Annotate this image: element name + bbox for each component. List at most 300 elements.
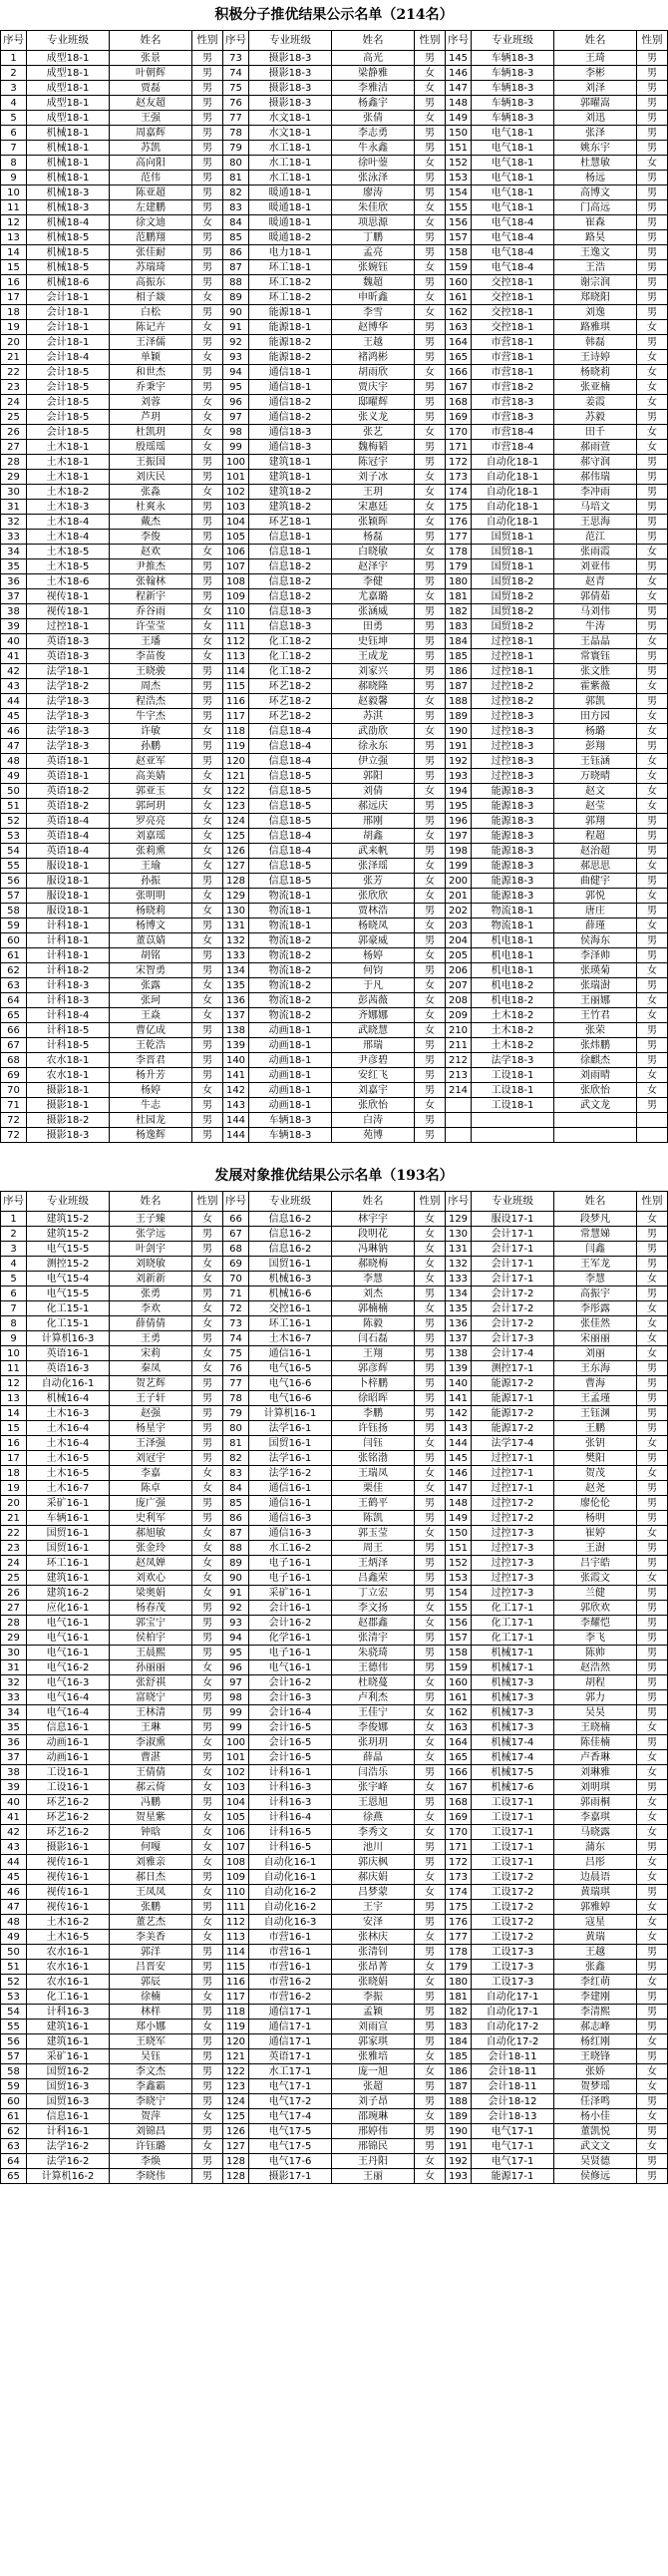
cell-name: 朱骁琦: [332, 1646, 415, 1660]
table-row: [1, 335, 668, 350]
table-row: [1, 260, 668, 275]
cell-gender: 女: [415, 500, 446, 515]
cell-gender: 男: [192, 1750, 223, 1765]
cell-gender: 女: [415, 1810, 446, 1825]
table-row: [1, 1810, 668, 1825]
table-row: [1, 814, 668, 829]
cell-index: 125: [223, 829, 249, 844]
cell-index: 211: [446, 1038, 472, 1053]
cell-name: 李嘉: [110, 1466, 192, 1481]
cell-index: 177: [446, 530, 472, 545]
table-row: [1, 1301, 668, 1316]
cell-gender: 女: [637, 380, 668, 395]
cell-index: 6: [1, 1287, 27, 1301]
cell-gender: 女: [192, 604, 223, 619]
cell-name: [554, 1113, 637, 1128]
cell-gender: 男: [637, 410, 668, 425]
cell-name: 武劭欣: [332, 724, 415, 739]
cell-index: 5: [1, 111, 27, 126]
cell-gender: 女: [192, 215, 223, 230]
cell-gender: 女: [192, 395, 223, 410]
cell-name: 武来帆: [332, 844, 415, 859]
cell-gender: 女: [192, 1930, 223, 1945]
cell-gender: 女: [415, 919, 446, 933]
cell-gender: 女: [415, 425, 446, 440]
cell-gender: 女: [637, 724, 668, 739]
cell-class: 过控17-3: [472, 1586, 554, 1601]
cell-index: 34: [1, 1705, 27, 1720]
cell-class: 土木18-2: [472, 1038, 554, 1053]
cell-class: 电气17-4: [249, 2109, 332, 2124]
cell-index: 199: [446, 859, 472, 874]
cell-name: 宋丽丽: [554, 1331, 637, 1346]
cell-class: 水文18-1: [249, 111, 332, 126]
cell-index: 209: [446, 1008, 472, 1023]
cell-index: 213: [446, 1068, 472, 1083]
cell-class: 动画18-1: [249, 1083, 332, 1098]
cell-index: 93: [223, 350, 249, 365]
cell-class: 信息18-5: [249, 799, 332, 814]
cell-gender: 男: [415, 619, 446, 634]
cell-gender: 男: [192, 380, 223, 395]
cell-class: 采矿16-1: [249, 1586, 332, 1601]
cell-gender: 男: [415, 1421, 446, 1436]
cell-index: 168: [446, 395, 472, 410]
table-row: [1, 425, 668, 440]
cell-index: 35: [1, 1720, 27, 1735]
cell-gender: 男: [637, 1541, 668, 1556]
cell-class: 机械17-4: [472, 1735, 554, 1750]
cell-index: 57: [1, 889, 27, 904]
table-row: [1, 200, 668, 215]
activists-header: [1, 31, 668, 51]
cell-name: 秦凤: [110, 1361, 192, 1376]
cell-name: 刘逸: [554, 305, 637, 320]
cell-gender: 男: [415, 709, 446, 724]
cell-class: 化工16-1: [27, 1990, 110, 2005]
cell-gender: 女: [415, 111, 446, 126]
table-row: [1, 1960, 668, 1975]
cell-name: 孙丽丽: [110, 1660, 192, 1675]
table-row: [1, 126, 668, 141]
cell-class: 计科16-3: [249, 1780, 332, 1795]
table-row: [1, 919, 668, 933]
cell-gender: 女: [192, 814, 223, 829]
cell-index: 19: [1, 1481, 27, 1496]
cell-name: 刘欢心: [110, 1571, 192, 1586]
table-row: [1, 485, 668, 500]
cell-index: 97: [223, 410, 249, 425]
cell-gender: 女: [192, 545, 223, 559]
cell-gender: 女: [192, 350, 223, 365]
cell-gender: 男: [637, 1631, 668, 1646]
cell-name: 高光: [332, 51, 415, 66]
cell-class: 物流18-1: [249, 919, 332, 933]
table-row: [1, 1646, 668, 1660]
cell-index: 32: [1, 515, 27, 530]
table-row: [1, 1257, 668, 1272]
cell-index: 146: [446, 1466, 472, 1481]
cell-gender: 男: [415, 963, 446, 978]
cell-class: 计科18-4: [27, 1008, 110, 1023]
header-index: 序号: [223, 31, 249, 51]
table-row: [1, 1212, 668, 1227]
cell-class: 电气16-1: [27, 1616, 110, 1631]
cell-index: 153: [446, 171, 472, 185]
header-class: 专业班级: [472, 1192, 554, 1212]
cell-index: 53: [1, 1990, 27, 2005]
cell-class: 工设16-1: [27, 1780, 110, 1795]
table-row: [1, 1451, 668, 1466]
cell-gender: 女: [192, 485, 223, 500]
cell-name: 郭凯: [554, 694, 637, 709]
cell-gender: 男: [192, 559, 223, 574]
table-row: [1, 2094, 668, 2109]
cell-index: 59: [1, 2079, 27, 2094]
cell-name: 赵尧: [554, 1481, 637, 1496]
cell-name: 武晓慧: [332, 1023, 415, 1038]
cell-name: 张珂: [110, 993, 192, 1008]
cell-gender: 女: [192, 784, 223, 799]
table-row: [1, 1083, 668, 1098]
cell-index: 33: [1, 530, 27, 545]
cell-class: 英语18-1: [27, 754, 110, 769]
cell-index: 184: [446, 634, 472, 649]
cell-gender: 女: [415, 1526, 446, 1541]
cell-gender: 男: [637, 1481, 668, 1496]
cell-name: 刘锦昌: [110, 2124, 192, 2139]
cell-name: 张玥玥: [332, 1735, 415, 1750]
table-row: [1, 1586, 668, 1601]
table-row: [1, 1900, 668, 1915]
cell-gender: 男: [415, 739, 446, 754]
cell-class: 服设17-1: [472, 1212, 554, 1227]
cell-name: 李苗俊: [110, 649, 192, 664]
cell-name: 史利军: [110, 1511, 192, 1526]
cell-class: 自动化16-1: [27, 1376, 110, 1391]
cell-gender: 男: [637, 470, 668, 485]
table-row: [1, 589, 668, 604]
cell-gender: 男: [637, 1242, 668, 1257]
cell-name: 赵治超: [554, 844, 637, 859]
cell-name: 张芳: [332, 874, 415, 889]
cell-gender: 男: [415, 1765, 446, 1780]
cell-name: 郭阳: [332, 769, 415, 784]
cell-index: 24: [1, 395, 27, 410]
cell-name: 项思源: [332, 215, 415, 230]
cell-index: 113: [223, 649, 249, 664]
cell-index: 187: [446, 2079, 472, 2094]
cell-gender: 男: [637, 171, 668, 185]
cell-index: 165: [446, 1750, 472, 1765]
cell-class: 信息18-5: [249, 874, 332, 889]
cell-index: 143: [446, 1421, 472, 1436]
cell-name: 杨小佳: [554, 2109, 637, 2124]
cell-gender: 男: [192, 574, 223, 589]
cell-name: 贺星紫: [110, 1810, 192, 1825]
cell-index: 140: [446, 1376, 472, 1391]
cell-index: 33: [1, 1690, 27, 1705]
cell-gender: 女: [637, 320, 668, 335]
cell-class: 物流18-1: [472, 919, 554, 933]
cell-name: 杨晓莉: [554, 365, 637, 380]
cell-name: 李雪: [332, 305, 415, 320]
cell-index: 129: [446, 1212, 472, 1227]
cell-class: 信息16-2: [249, 1227, 332, 1242]
cell-class: 市营16-1: [249, 1945, 332, 1960]
cell-name: 王诗婷: [554, 350, 637, 365]
cell-class: 国贸18-2: [472, 574, 554, 589]
cell-index: 60: [1, 2094, 27, 2109]
cell-index: 115: [223, 1960, 249, 1975]
cell-index: 188: [446, 2094, 472, 2109]
cell-class: 市营16-2: [249, 1975, 332, 1990]
cell-name: 王逸文: [554, 245, 637, 260]
cell-index: 112: [223, 634, 249, 649]
cell-index: 46: [1, 724, 27, 739]
cell-index: 193: [446, 769, 472, 784]
cell-name: 张炜鹏: [554, 1038, 637, 1053]
cell-name: 丁立宏: [332, 1586, 415, 1601]
cell-index: 166: [446, 365, 472, 380]
cell-index: 172: [446, 1855, 472, 1870]
cell-name: 廖伦伦: [554, 1496, 637, 1511]
cell-index: 10: [1, 1346, 27, 1361]
cell-gender: 男: [415, 395, 446, 410]
cell-name: 彭翔: [554, 739, 637, 754]
cell-name: 郝晓梅: [332, 1257, 415, 1272]
cell-index: 45: [1, 709, 27, 724]
cell-index: 43: [1, 679, 27, 694]
cell-name: 王钰涵: [554, 754, 637, 769]
cell-class: 信息18-2: [249, 589, 332, 604]
cell-gender: 女: [415, 290, 446, 305]
cell-index: 130: [446, 1227, 472, 1242]
cell-name: 王丽娜: [554, 993, 637, 1008]
cell-index: 194: [446, 784, 472, 799]
cell-name: 叶朝辉: [110, 66, 192, 81]
cell-gender: 男: [192, 694, 223, 709]
cell-name: 刘新新: [110, 1272, 192, 1287]
cell-name: 梁奥娟: [110, 1586, 192, 1601]
cell-class: 国贸16-1: [27, 1526, 110, 1541]
cell-class: 英语18-4: [27, 844, 110, 859]
cell-name: 刘泽: [554, 81, 637, 96]
cell-gender: [637, 1113, 668, 1128]
cell-gender: 女: [637, 1272, 668, 1287]
cell-gender: 男: [415, 679, 446, 694]
cell-name: 周嘉辉: [110, 126, 192, 141]
cell-gender: 男: [415, 1496, 446, 1511]
cell-gender: 女: [415, 1780, 446, 1795]
cell-name: 李耀恺: [554, 1616, 637, 1631]
cell-name: 王子臻: [110, 1212, 192, 1227]
cell-name: 李健: [332, 574, 415, 589]
cell-name: 罗亮亮: [110, 814, 192, 829]
cell-name: 董凯悦: [554, 2124, 637, 2139]
cell-gender: 男: [637, 1421, 668, 1436]
cell-gender: 男: [192, 1870, 223, 1885]
cell-class: 国贸16-2: [27, 2064, 110, 2079]
cell-name: 王玥: [332, 485, 415, 500]
header-gender: 性别: [637, 31, 668, 51]
cell-name: 张淼: [110, 485, 192, 500]
cell-index: 214: [446, 1083, 472, 1098]
cell-index: 174: [446, 485, 472, 500]
cell-class: 车辆18-3: [249, 1113, 332, 1128]
cell-gender: 女: [415, 1675, 446, 1690]
cell-gender: 女: [415, 1825, 446, 1840]
table-row: [1, 2049, 668, 2064]
cell-class: 车辆18-3: [472, 96, 554, 111]
cell-index: 140: [223, 1053, 249, 1068]
table-row: [1, 1601, 668, 1616]
table-row: [1, 1331, 668, 1346]
cell-gender: 女: [415, 948, 446, 963]
cell-gender: 男: [192, 2154, 223, 2169]
cell-name: 刘丽: [554, 1346, 637, 1361]
cell-gender: 女: [192, 1526, 223, 1541]
cell-index: 183: [446, 619, 472, 634]
cell-index: 82: [223, 1451, 249, 1466]
cell-name: 张婉钰: [332, 260, 415, 275]
cell-class: 会计17-1: [472, 1257, 554, 1272]
cell-class: 摄影18-1: [27, 1098, 110, 1113]
cell-gender: 女: [415, 515, 446, 530]
table-row: [1, 380, 668, 395]
cell-index: 196: [446, 814, 472, 829]
cell-index: 131: [446, 1242, 472, 1257]
cell-gender: 女: [192, 1466, 223, 1481]
cell-gender: 男: [637, 1586, 668, 1601]
cell-index: 197: [446, 829, 472, 844]
cell-gender: 女: [415, 1098, 446, 1113]
cell-index: 65: [1, 1008, 27, 1023]
cell-gender: 男: [415, 455, 446, 470]
table-row: [1, 679, 668, 694]
cell-index: 27: [1, 440, 27, 455]
cell-index: 116: [223, 1975, 249, 1990]
cell-index: 61: [1, 948, 27, 963]
cell-index: 92: [223, 335, 249, 350]
cell-gender: 男: [415, 1361, 446, 1376]
cell-class: 电气17-6: [249, 2154, 332, 2169]
cell-gender: 女: [192, 889, 223, 904]
cell-index: 43: [1, 1840, 27, 1855]
cell-index: 99: [223, 440, 249, 455]
cell-gender: 女: [637, 1900, 668, 1915]
cell-gender: 男: [637, 1376, 668, 1391]
cell-class: 水工17-1: [249, 2064, 332, 2079]
cell-name: 邢刚: [332, 814, 415, 829]
cell-gender: 男: [637, 215, 668, 230]
cell-gender: 男: [637, 829, 668, 844]
cell-gender: 男: [192, 1331, 223, 1346]
cell-index: 111: [223, 619, 249, 634]
cell-name: 乔秉宇: [110, 380, 192, 395]
cell-index: 149: [446, 1511, 472, 1526]
cell-index: 103: [223, 1780, 249, 1795]
cell-gender: 女: [415, 1436, 446, 1451]
cell-index: 2: [1, 66, 27, 81]
cell-index: 102: [223, 1765, 249, 1780]
cell-class: 过控17-3: [472, 1526, 554, 1541]
cell-class: 电气17-5: [249, 2139, 332, 2154]
header-name: 姓名: [554, 1192, 637, 1212]
cell-class: 会计18-1: [27, 305, 110, 320]
cell-index: 121: [223, 2049, 249, 2064]
cell-index: 73: [223, 1316, 249, 1331]
cell-name: 何钧: [332, 963, 415, 978]
cell-name: 韩磊: [554, 335, 637, 350]
cell-class: 应化16-1: [27, 1601, 110, 1616]
cell-gender: 女: [637, 2109, 668, 2124]
header-index: 序号: [446, 31, 472, 51]
table-row: [1, 410, 668, 425]
cell-index: 50: [1, 1945, 27, 1960]
cell-index: 144: [446, 1436, 472, 1451]
cell-class: 国贸16-1: [249, 1257, 332, 1272]
cell-gender: 男: [192, 754, 223, 769]
cell-gender: 女: [192, 1990, 223, 2005]
cell-gender: 男: [637, 1496, 668, 1511]
cell-gender: 女: [192, 1083, 223, 1098]
cell-gender: 男: [637, 335, 668, 350]
table-row: [1, 2169, 668, 2184]
cell-gender: 女: [637, 589, 668, 604]
cell-index: 119: [223, 739, 249, 754]
cell-class: 过控18-1: [27, 619, 110, 634]
cell-class: 过控18-3: [472, 769, 554, 784]
cell-gender: 男: [637, 904, 668, 919]
cell-class: 信息18-1: [249, 530, 332, 545]
cell-class: 物流18-1: [249, 889, 332, 904]
cell-gender: 女: [637, 1571, 668, 1586]
cell-name: 李文扬: [332, 1601, 415, 1616]
cell-gender: 男: [637, 515, 668, 530]
cell-name: 吕晋安: [110, 1960, 192, 1975]
cell-index: 28: [1, 455, 27, 470]
cell-class: 土木18-1: [27, 455, 110, 470]
cell-index: 203: [446, 919, 472, 933]
cell-class: 农水16-1: [27, 1960, 110, 1975]
cell-gender: 男: [637, 66, 668, 81]
header-index: 序号: [1, 31, 27, 51]
cell-class: 会计16-3: [249, 1690, 332, 1705]
cell-index: 128: [223, 2169, 249, 2184]
cell-index: 56: [1, 2034, 27, 2049]
cell-gender: 男: [415, 1511, 446, 1526]
table-row: [1, 1720, 668, 1735]
cell-index: 157: [446, 1631, 472, 1646]
cell-class: 环艺16-2: [27, 1795, 110, 1810]
cell-gender: 女: [637, 1870, 668, 1885]
cell-index: 99: [223, 1720, 249, 1735]
cell-index: 149: [446, 111, 472, 126]
cell-gender: 男: [637, 200, 668, 215]
cell-class: 会计17-2: [472, 1316, 554, 1331]
cell-class: 信息18-5: [249, 769, 332, 784]
cell-gender: 男: [637, 559, 668, 574]
cell-gender: 男: [637, 1616, 668, 1631]
cell-name: 张莉熏: [110, 844, 192, 859]
cell-class: 视传18-1: [27, 589, 110, 604]
cell-name: 李俊娜: [332, 1720, 415, 1735]
cell-name: 刘晓敏: [110, 1257, 192, 1272]
cell-gender: 女: [637, 574, 668, 589]
cell-name: 叶剑宇: [110, 1242, 192, 1257]
cell-index: 116: [223, 694, 249, 709]
